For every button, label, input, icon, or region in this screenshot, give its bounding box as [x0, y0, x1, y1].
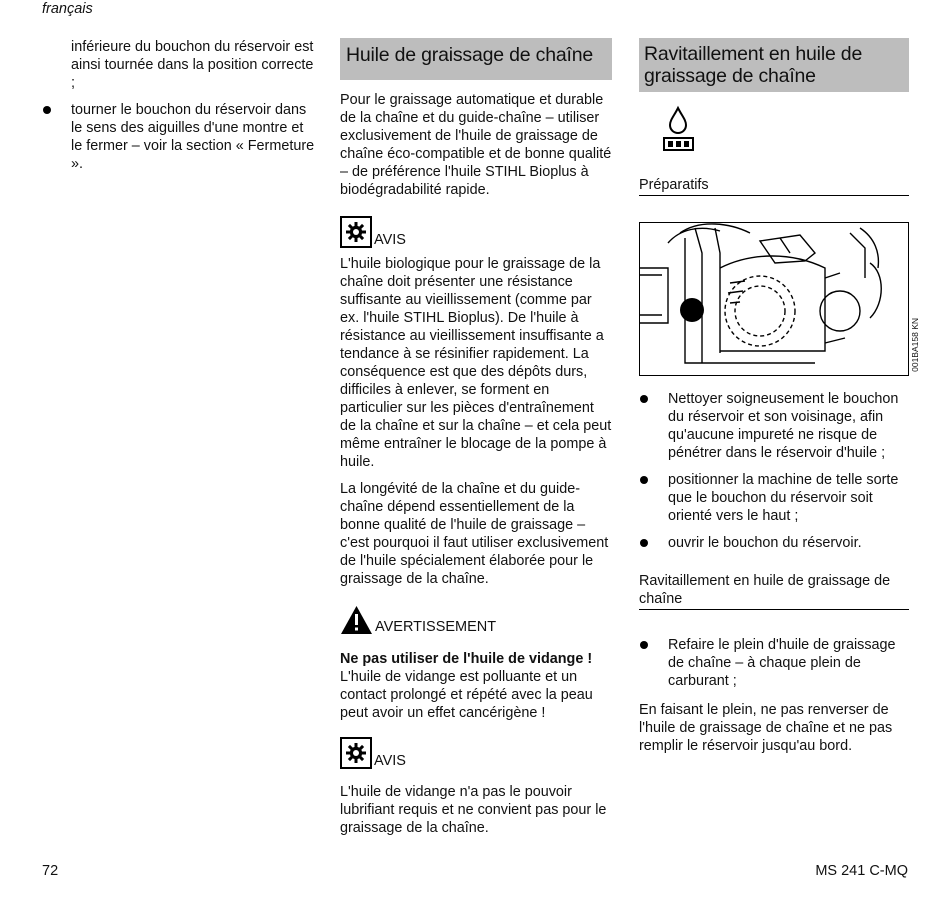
notice-text: L'huile de vidange n'a pas le pouvoir lubrifiant requis et ne convient pas pour le graissage de la chaîne.	[340, 784, 607, 836]
notice-header	[340, 213, 612, 248]
chainsaw-figure	[639, 222, 920, 376]
warning-bold-text: Ne pas utiliser de l'huile de vidange !	[340, 651, 593, 667]
refuel-paragraph: En faisant le plein, ne pas renverser de l'huile de graissage de chaîne et ne pas remplir le réservoir jusqu'au bord.	[639, 702, 893, 754]
warning-label: AVERTISSEMENT	[375, 619, 497, 635]
warning-text: L'huile de vidange est polluante et un contact prolongé et répété avec la peau peut avoir un effet cancérigène !	[340, 669, 593, 721]
column-left	[42, 38, 317, 182]
language-label: français	[42, 1, 93, 17]
figure-code: 001BA158 KN	[910, 318, 920, 372]
intro-paragraph: Pour le graissage automatique et durable de la chaîne et du guide-chaîne – utiliser exclusivement de l'huile de graissage de chaîne éco-compatible et de bonne qualité – de préférence l'huile STIHL Bioplus à biodégradabilité rapide.	[340, 92, 612, 198]
model-name: MS 241 C-MQ	[815, 863, 908, 879]
notice-header	[340, 734, 612, 769]
warning-header	[340, 600, 612, 635]
subheading-preparations: Préparatifs	[639, 176, 909, 196]
list-item: positionner la machine de telle sorte que le bouchon du réservoir soit orienté vers le haut ;	[639, 471, 909, 525]
subheading-refuel-oil: Ravitaillement en huile de graissage de chaîne	[639, 572, 909, 610]
warning-triangle-icon	[340, 605, 373, 635]
notice-label: AVIS	[374, 232, 406, 248]
section-heading: Huile de graissage de chaîne	[340, 38, 612, 80]
section-heading: Ravitaillement en huile de graissage de chaîne	[639, 38, 909, 92]
notice-text: L'huile biologique pour le graissage de la chaîne doit présenter une résistance suffisante au vieillissement (comme par ex. l'huile STIHL Bioplus). De l'huile à résistance au vieillissement insuffisante a tendance à se résinifier rapidement. La conséquence est que des dépôts durs, difficiles à enlever, se forment en particulier sur les pièces d'entraînement de la chaîne et sur la chaîne – et cela peut même entraîner le blocage de la pompe à huile.	[340, 256, 612, 470]
gear-notice-icon	[340, 216, 372, 248]
list-item: ouvrir le bouchon du réservoir.	[639, 534, 909, 552]
list-item: Nettoyer soigneusement le bouchon du réservoir et son voisinage, afin qu'aucune impureté ne risque de pénétrer dans le réservoir d'huile ;	[639, 390, 909, 462]
column-middle	[340, 38, 612, 846]
chain-oil-icon	[659, 106, 699, 154]
gear-notice-icon	[340, 737, 372, 769]
list-item: Refaire le plein d'huile de graissage de chaîne – à chaque plein de carburant ;	[639, 636, 909, 690]
longevity-paragraph: La longévité de la chaîne et du guide-chaîne dépend essentiellement de la bonne qualité de l'huile de graissage – c'est pourquoi il faut utiliser exclusivement de l'huile spécialement élaborée pour le graissage de la chaîne.	[340, 481, 609, 587]
continuation-text: inférieure du bouchon du réservoir est ainsi tournée dans la position correcte ;	[71, 39, 314, 91]
list-item: tourner le bouchon du réservoir dans le sens des aiguilles d'une montre et le fermer – voir la section « Fermeture ».	[42, 101, 317, 173]
page-number: 72	[42, 863, 59, 879]
notice-label: AVIS	[374, 753, 406, 769]
column-right	[639, 38, 920, 764]
